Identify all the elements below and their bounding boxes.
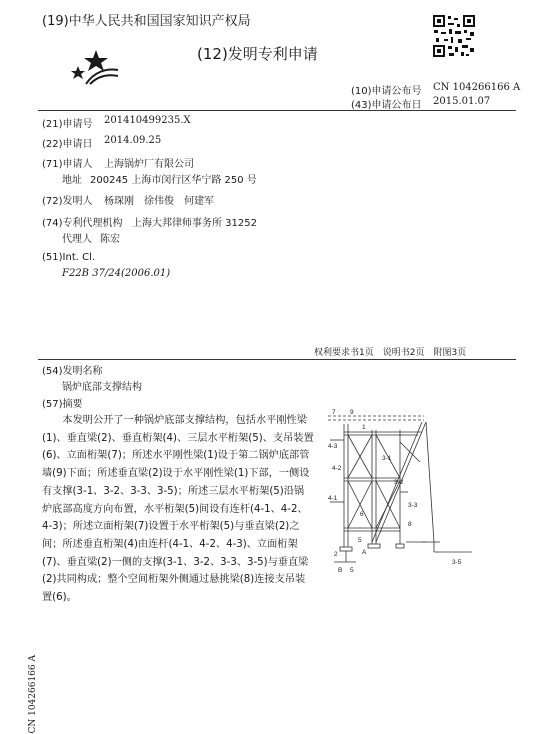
side-publication-number: CN 104266166 A (28, 655, 38, 734)
fig-label: 5 (358, 537, 362, 544)
abstract-body (42, 412, 314, 607)
invention-title: 锅炉底部支撑结构 (62, 382, 142, 393)
address: 200245 上海市闵行区华宁路 250 号 (90, 175, 257, 186)
agent: 陈宏 (100, 234, 120, 245)
int-cl: F22B 37/24(2006.01) (62, 268, 171, 279)
fig-label: 3-2 (394, 479, 404, 486)
agency-label: (74)专利代理机构 (42, 218, 123, 229)
int-cl-label: (51)Int. Cl. (42, 252, 96, 263)
address-label: 地址 (62, 175, 82, 186)
fig-label: 2 (334, 551, 338, 558)
office-name: (19)中华人民共和国国家知识产权局 (42, 14, 251, 29)
abstract-text: 本发明公开了一种锅炉底部支撑结构，包括水平刚性梁(1)、垂直梁(2)、垂直桁架(4)、三层水平桁架(5)、支吊装置(6)、立面桁架(7)；所述水平刚性梁(1)设于第二锅炉底部管墙(9)下面；所述垂直梁(2)设于水平刚性梁(1)下部，一侧设有支撑(3-1、3-2、3-3、3-5)；所述三层水平桁架(5)沿锅炉底部高度方向布置，水平桁架(5)间设有连杆(4-1、4-2、4-3)；所述立面桁架(7)设置于水平桁架(5)与垂直梁(2)之间；所述垂直桁架(4)由连杆(4-1、4-2、4-3)、立面桁架(7)、垂直梁(2)一侧的支撑(3-1、3-2、3-3、3-5)与垂直梁(2)共同构成；整个空间桁架外侧通过悬挑梁(8)连接支吊装置(6)。 (42, 415, 314, 604)
fig-label: 4-1 (328, 495, 338, 502)
fig-label: 4-3 (328, 443, 338, 450)
applicant: 上海锅炉厂有限公司 (104, 159, 194, 170)
applicant-label: (71)申请人 (42, 159, 93, 170)
filing-date: 2014.09.25 (104, 135, 162, 146)
agent-label: 代理人 (62, 234, 92, 245)
agency: 上海大邦律师事务所 31252 (132, 218, 257, 229)
inventors: 杨琛刚 徐伟俊 何建军 (104, 196, 214, 207)
inventor-label: (72)发明人 (42, 196, 93, 207)
fig-label: 8 (408, 521, 412, 528)
header-divider (38, 110, 516, 111)
pub-number-label: (10)申请公布号 (351, 86, 422, 97)
application-number-label: (21)申请号 (42, 119, 93, 130)
application-number: 201410499235.X (104, 115, 191, 126)
cnipa-logo (66, 48, 120, 86)
fig-label: 9 (350, 409, 354, 416)
abstract-figure (322, 402, 490, 574)
fig-label: B (338, 567, 343, 574)
qr-code (432, 14, 476, 58)
pub-number: CN 104266166 A (433, 82, 521, 93)
filing-date-label: (22)申请日 (42, 139, 93, 150)
page-counts: 权利要求书1页 说明书2页 附图3页 (314, 348, 467, 358)
fig-label: 1 (362, 424, 366, 431)
title-label: (54)发明名称 (42, 366, 103, 377)
fig-label: 4-2 (332, 465, 342, 472)
fig-label: 5 (350, 567, 354, 574)
fig-label: 3-3 (408, 502, 418, 509)
pub-date: 2015.01.07 (433, 96, 491, 107)
document-type: (12)发明专利申请 (197, 45, 318, 63)
abstract-label: (57)摘要 (42, 399, 83, 410)
fig-label: 6 (360, 511, 364, 518)
fig-label: 7 (332, 409, 336, 416)
fig-label: A (362, 549, 367, 556)
biblio-divider (38, 359, 516, 360)
pub-date-label: (43)申请公布日 (351, 100, 422, 111)
fig-label: 3-5 (452, 559, 462, 566)
fig-label: 3-1 (382, 455, 392, 462)
